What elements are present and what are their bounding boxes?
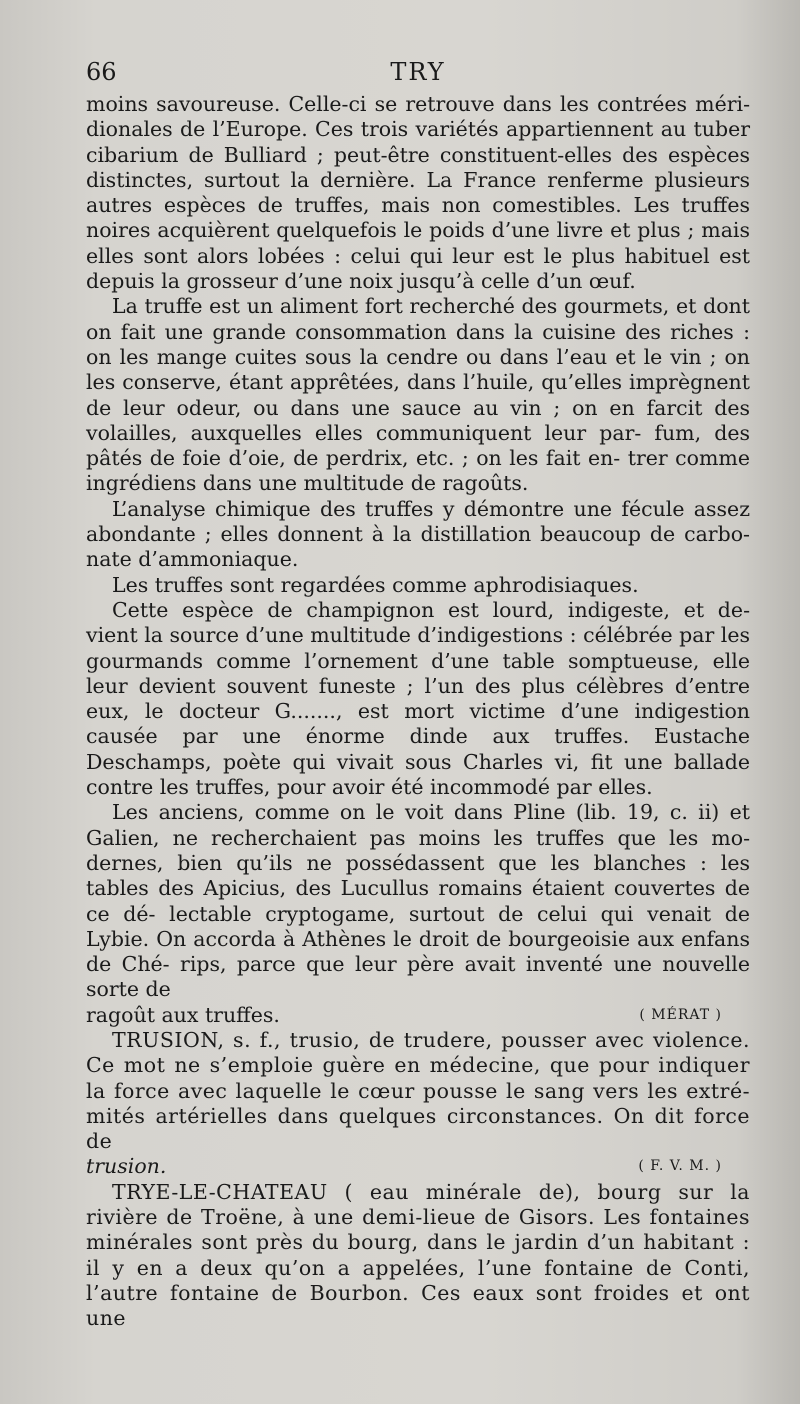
- text-line: ragoût aux truffes.: [86, 1002, 280, 1027]
- text-line: abondante ; elles donnent à la distillation beaucoup de carbo-: [86, 522, 750, 547]
- paragraph-chemical-analysis: [86, 497, 750, 573]
- text-line: Ce mot ne s’emploie guère en médecine, que pour indiquer: [86, 1053, 750, 1078]
- text-line: Cette espèce de champignon est lourd, indigeste, et de-: [112, 597, 750, 622]
- text-line: rivière de Troëne, à une demi-lieue de Gisors. Les fontaines: [86, 1205, 750, 1230]
- text-line: eux, le docteur G......., est mort victime d’une indigestion: [86, 699, 750, 724]
- author-signature: ( MÉRAT ): [639, 1006, 722, 1023]
- paragraph-culinary-use: [86, 294, 750, 496]
- signature-line: [86, 1154, 750, 1179]
- text-line: La truffe est un aliment fort recherché des gourmets, et: [112, 294, 697, 319]
- page-number: 66: [86, 58, 117, 86]
- paragraph-ancients: [86, 800, 750, 1002]
- text-line: l’autre fontaine de Bourbon. Ces eaux sont froides et ont une: [86, 1280, 750, 1331]
- text-line: trusion.: [86, 1154, 167, 1179]
- paragraph-continuation: [86, 92, 750, 294]
- text-line: noires acquièrent quelquefois le poids d’une livre et plus ; mais: [86, 218, 750, 243]
- text-line: il y en a deux qu’on a appelées, l’une fontaine de Conti,: [86, 1255, 750, 1280]
- text-line: poète qui vivait sous Charles vi, fit une ballade contre les: [86, 749, 750, 800]
- text-line: truffes, pour avoir été incommodé par elles.: [195, 775, 653, 800]
- text-line: moins savoureuse. Celle-ci se retrouve dans les contrées méri-: [86, 92, 750, 116]
- text-line: dernes, bien qu’ils ne possédassent que les blanches : les tables: [86, 850, 750, 901]
- entry-trusion: [86, 1028, 750, 1154]
- signature-line: [86, 1003, 750, 1028]
- text-line: distinctes, surtout la dernière. La France renferme plusieurs: [86, 167, 750, 192]
- text-line: Galien, ne recherchaient pas moins les truffes que les mo-: [86, 825, 750, 850]
- paragraph-indigestion: [86, 598, 750, 800]
- running-head-word: TRY: [390, 58, 446, 86]
- paragraph-aphrodisiac: [86, 573, 750, 598]
- text-line: dont on fait une grande consommation dans la cuisine des: [86, 294, 750, 344]
- text-line: dionales de l’Europe. Ces trois variétés appartiennent au tuber: [86, 117, 750, 142]
- text-line: Les truffes sont regardées comme aphrodisiaques.: [112, 572, 639, 597]
- text-line: des Apicius, des Lucullus romains étaient couvertes de ce dé-: [86, 876, 750, 926]
- text-line: elles sont alors lobées : celui qui leur est le plus habituel est: [86, 243, 750, 268]
- text-line: les gourmands comme l’ornement d’une table somptueuse, elle: [86, 623, 750, 673]
- text-line: rips, parce que leur père avait inventé une nouvelle sorte de: [86, 952, 750, 1002]
- text-line: TRYE-LE-CHATEAU ( eau minérale de), bourg sur la: [112, 1179, 750, 1204]
- text-line: nate d’ammoniaque.: [86, 547, 299, 572]
- text-line: farcit des volailles, auxquelles elles communiquent leur par-: [86, 395, 750, 445]
- text-line: causée par une énorme dinde aux truffes. Eustache Deschamps,: [86, 724, 750, 774]
- text-line: mités artérielles dans quelques circonstances. On dit force de: [86, 1103, 750, 1154]
- text-line: imprègnent de leur odeur, ou dans une sauce au vin ; on en: [86, 370, 750, 420]
- text-line: fum, des pâtés de foie d’oie, de perdrix, etc. ; on les fait en-: [86, 420, 750, 471]
- text-line: lectable cryptogame, surtout de celui qui venait de Lybie. On: [86, 901, 750, 951]
- text-line: L’analyse chimique des truffes y démontre une fécule assez: [112, 496, 750, 521]
- text-line: Les anciens, comme on le voit dans Pline (lib. 19, c. ii) et: [112, 800, 750, 825]
- text-line: TRUSION, s. f., trusio, de trudere, pousser avec violence.: [112, 1027, 750, 1052]
- text-line: autres espèces de truffes, mais non comestibles. Les truffes: [86, 193, 750, 218]
- text-line: riches : on les mange cuites sous la cendre ou dans l’eau et le: [86, 319, 750, 369]
- text-line: minérales sont près du bourg, dans le jardin d’un habitant :: [86, 1230, 750, 1255]
- text-line: accorda à Athènes le droit de bourgeoisie aux enfans de Ché-: [86, 926, 750, 977]
- text-line: la force avec laquelle le cœur pousse le sang vers les extré-: [86, 1078, 750, 1103]
- entry-trye-le-chateau: [86, 1180, 750, 1332]
- text-line: cibarium de Bulliard ; peut-être constituent-elles des espèces: [86, 142, 750, 167]
- text-line: depuis la grosseur d’une noix jusqu’à celle d’un œuf.: [86, 269, 636, 294]
- text-line: vin ; on les conserve, étant apprêtées, dans l’huile, qu’elles: [86, 344, 750, 395]
- author-signature: ( F. V. M. ): [638, 1158, 722, 1175]
- text-line: leur devient souvent funeste ; l’un des plus célèbres d’entre: [86, 673, 750, 698]
- running-head: [86, 58, 750, 90]
- text-line: trer comme ingrédiens dans une multitude de ragoûts.: [86, 446, 750, 496]
- body-text: [86, 92, 750, 1332]
- text-line: vient la source d’une multitude d’indigestions : célébrée par: [86, 623, 715, 648]
